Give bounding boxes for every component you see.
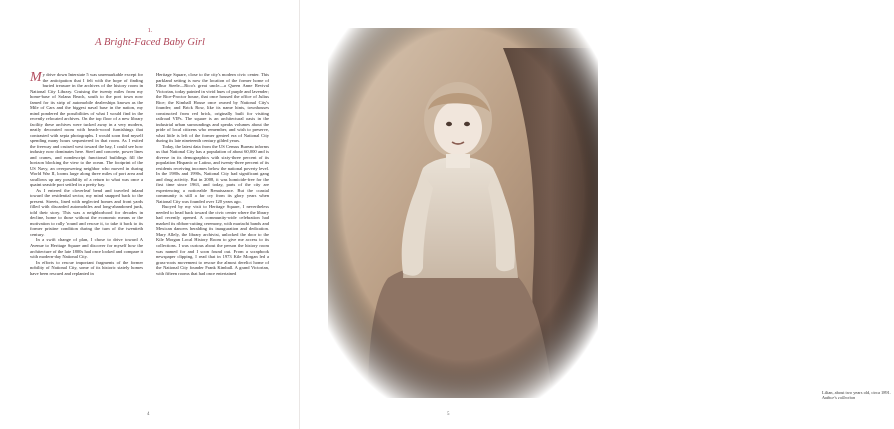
drop-cap: M	[30, 70, 42, 85]
chapter-number: 1.	[147, 27, 153, 34]
vintage-portrait-photo	[328, 28, 598, 398]
paragraph: In efforts to rescue important fragments of the former nobility of National City, some of its historic stately homes have been rescued and replanted in	[30, 259, 143, 276]
chapter-title: A Bright-Faced Baby Girl	[95, 37, 205, 48]
paragraph: My drive down Interstate 5 was unremarkable except for the anticipation that I felt with the hope of finding buried treasure in the archives of the history room in National City Library. Cruising the twenty miles from my home-base of Solana Beach, south to the port town now famed for its strip of automobile dealerships known as the Mile of Cars and the biggest naval base in the nation, my mind pondered the possibilities of what I would find in the recently relocated archives. On the top floor of a new library facility these archives were tucked away in a very modern, neatly decorated room with beach-wood furnishings that contrasted with sepia photographs. I would soon find myself spending many hours sequestered in that room. As I exited the freeway and cruised west toward the bay, I could see how industry now dominates here. Steel and concrete, power lines and cranes, and nondescript functional buildings fill the horizon blocking the view to the ocean. The footprint of the US Navy, an overpowering neighbor who moved in during World War II, looms large along three miles of port area and swallows up any possibility of a return to what was once a quaint seaside port settled in a pretty bay.	[30, 70, 143, 188]
page-number-right: 5	[447, 412, 450, 417]
paragraph: Buoyed by my visit to Heritage Square, I nevertheless needed to head back toward the civic center where the library had recently opened. A community-wide celebration had marked its ribbon-cutting ceremony, with mariachi bands and Mexican dancers heralding its inauguration and dedication. Mary Allely, the library archivist, unlocked the door to the Kile Morgan Local History Room to give me access to its collections. I was curious about the person the history room was named for and I soon found out. From a scrapbook newspaper clipping, I read that in 1973 Kile Morgan led a grass-roots movement to rescue the almost derelict home of the National City founder Frank Kimball. A grand Victorian, with fifteen rooms that had once entertained	[156, 204, 269, 276]
left-page	[0, 0, 300, 429]
photo-caption	[822, 390, 894, 401]
caption-credit: Author's collection	[822, 395, 856, 401]
page-number-left: 4	[147, 412, 150, 417]
caption-text: Lilian, about two years old, circa 1891.	[822, 390, 891, 395]
paragraph: Today, the latest data from the US Census Bureau informs us that National City has a population of about 60,000 and is diverse in its demographics with sixty-three percent of its population Hispanic or Latino, and twenty-three percent of its residents receiving incomes below the national poverty level. In the 1980s and 1990s, National City had significant gang and drug activity. But in 2008, it was homicide-free for the first time since 1963, and today, parts of the city are experiencing a noticeable Renaissance. But the coastal community is still a far cry from its glory years when National City was founded over 120 years ago.	[156, 143, 269, 204]
text-column-left	[30, 72, 143, 402]
paragraph: In a swift change of plan, I chose to drive toward A Avenue to Heritage Square and discover for myself how the architecture of the late 1800s had once looked and compare it with modern-day National City.	[30, 237, 143, 260]
right-page	[300, 0, 891, 429]
paragraph: As I entered the cloverleaf bend and traveled inland toward the residential sector, my mind snapped back to the present. Streets, lined with neglected homes and front yards filled with discarded automobiles and long-abandoned junk, told their story. This was a neighborhood for decades in decline, home to those without the economic means or the motivation to rally 'round and rescue it, to take it back to its former pristine condition during the turn of the twentieth century.	[30, 187, 143, 237]
paragraph: Heritage Square, close to the city's modern civic center. This parkland setting is now the location of the former home of Elbur Steele—Rico's great uncle—a Queen Anne Revival Victorian, today painted in vivid hues of purple and lavender; the Rice-Proctor house, that once housed the office of Julius Rice; the Kimball House once owned by National City's founder; and Brick Row, like its name hints, townhouses constructed from red brick, originally built for visiting railroad VIPs. The square is an architectural oasis in the industrial urban surroundings and speaks volumes about the pride of local citizens who remember, and wish to preserve, what little is left of the former genteel era of National City during its late nineteenth century gilded years.	[156, 72, 269, 144]
text-column-right	[156, 72, 269, 402]
